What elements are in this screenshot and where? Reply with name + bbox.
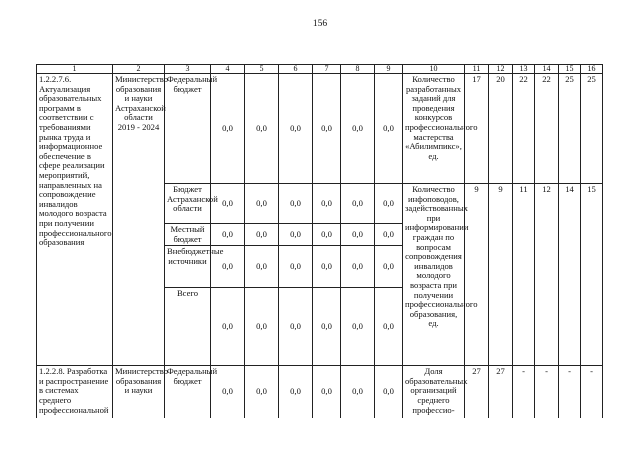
- value-cell: 0,0: [375, 246, 403, 288]
- value-cell: 0,0: [375, 224, 403, 246]
- funding-source-total: Всего: [165, 288, 211, 366]
- value-cell: 0,0: [211, 224, 245, 246]
- indicator-value: 9: [465, 184, 489, 366]
- value-cell: 0,0: [279, 246, 313, 288]
- funding-source: Бюджет Астраханской области: [165, 184, 211, 224]
- value-cell: 0,0: [211, 184, 245, 224]
- value-cell: 0,0: [313, 74, 341, 184]
- value-cell: 0,0: [375, 366, 403, 418]
- col-header: 1: [37, 65, 113, 74]
- table-row: [37, 366, 603, 418]
- value-cell: 0,0: [245, 74, 279, 184]
- value-cell: 0,0: [279, 74, 313, 184]
- funding-source: Федеральный бюджет: [165, 366, 211, 418]
- indicator-value: -: [535, 366, 559, 418]
- value-cell: 0,0: [245, 184, 279, 224]
- program-table: [36, 64, 603, 418]
- col-header: 10: [403, 65, 465, 74]
- col-header: 6: [279, 65, 313, 74]
- indicator-value: 11: [513, 184, 535, 366]
- col-header: 15: [559, 65, 581, 74]
- value-cell: 0,0: [279, 366, 313, 418]
- col-header: 8: [341, 65, 375, 74]
- indicator-value: 14: [559, 184, 581, 366]
- value-cell: 0,0: [279, 288, 313, 366]
- value-cell: 0,0: [313, 288, 341, 366]
- measure-description: 1.2.2.8. Разработка и распространение в системах среднего профессиональной: [37, 366, 113, 418]
- col-header: 5: [245, 65, 279, 74]
- measure-description: 1.2.2.7.6. Актуализация образовательных программ в соответствии с требованиями рынка труда и информационное обеспечение в сфере реализации мероприятий, направленных на сопровождение инвалидов молодого возраста при получении профессионального образования: [37, 74, 113, 366]
- funding-source: Федеральный бюджет: [165, 74, 211, 184]
- col-header: 16: [581, 65, 603, 74]
- value-cell: 0,0: [211, 74, 245, 184]
- col-header: 11: [465, 65, 489, 74]
- value-cell: 0,0: [341, 366, 375, 418]
- indicator-value: 22: [535, 74, 559, 184]
- value-cell: 0,0: [341, 288, 375, 366]
- funding-source: Внебюджетные источники: [165, 246, 211, 288]
- indicator-cell: Доля образовательных организаций среднего профессио-: [403, 366, 465, 418]
- value-cell: 0,0: [341, 246, 375, 288]
- indicator-value: 17: [465, 74, 489, 184]
- col-header: 12: [489, 65, 513, 74]
- value-cell: 0,0: [245, 366, 279, 418]
- value-cell: 0,0: [313, 366, 341, 418]
- value-cell: 0,0: [211, 366, 245, 418]
- column-number-row: [37, 65, 603, 74]
- indicator-value: -: [581, 366, 603, 418]
- funding-source: Местный бюджет: [165, 224, 211, 246]
- indicator-cell: Количество инфоповодов, задействованных при информировании граждан по вопросам сопровождения инвалидов молодого возраста при получении профессионального образования, ед.: [403, 184, 465, 366]
- indicator-value: -: [513, 366, 535, 418]
- value-cell: 0,0: [279, 224, 313, 246]
- indicator-value: 12: [535, 184, 559, 366]
- indicator-value: 20: [489, 74, 513, 184]
- value-cell: 0,0: [211, 288, 245, 366]
- indicator-value: 25: [581, 74, 603, 184]
- value-cell: 0,0: [313, 184, 341, 224]
- value-cell: 0,0: [313, 246, 341, 288]
- value-cell: 0,0: [245, 224, 279, 246]
- indicator-cell: Количество разработанных заданий для проведения конкурсов профессионального мастерства «Абилимпикс», ед.: [403, 74, 465, 184]
- indicator-value: 15: [581, 184, 603, 366]
- page-number: 156: [312, 19, 328, 29]
- value-cell: 0,0: [341, 74, 375, 184]
- executor-cell: Министерство образования и науки Астраханской области 2019 - 2024: [113, 74, 165, 366]
- value-cell: 0,0: [279, 184, 313, 224]
- indicator-value: 27: [465, 366, 489, 418]
- col-header: 9: [375, 65, 403, 74]
- col-header: 13: [513, 65, 535, 74]
- executor-cell: Министерство образования и науки: [113, 366, 165, 418]
- value-cell: 0,0: [313, 224, 341, 246]
- indicator-value: 22: [513, 74, 535, 184]
- value-cell: 0,0: [375, 74, 403, 184]
- col-header: 3: [165, 65, 211, 74]
- value-cell: 0,0: [211, 246, 245, 288]
- value-cell: 0,0: [341, 184, 375, 224]
- value-cell: 0,0: [245, 246, 279, 288]
- value-cell: 0,0: [245, 288, 279, 366]
- indicator-value: 25: [559, 74, 581, 184]
- col-header: 14: [535, 65, 559, 74]
- value-cell: 0,0: [375, 288, 403, 366]
- table-row: [37, 74, 603, 184]
- indicator-value: 9: [489, 184, 513, 366]
- indicator-value: 27: [489, 366, 513, 418]
- value-cell: 0,0: [375, 184, 403, 224]
- col-header: 2: [113, 65, 165, 74]
- value-cell: 0,0: [341, 224, 375, 246]
- indicator-value: -: [559, 366, 581, 418]
- col-header: 7: [313, 65, 341, 74]
- col-header: 4: [211, 65, 245, 74]
